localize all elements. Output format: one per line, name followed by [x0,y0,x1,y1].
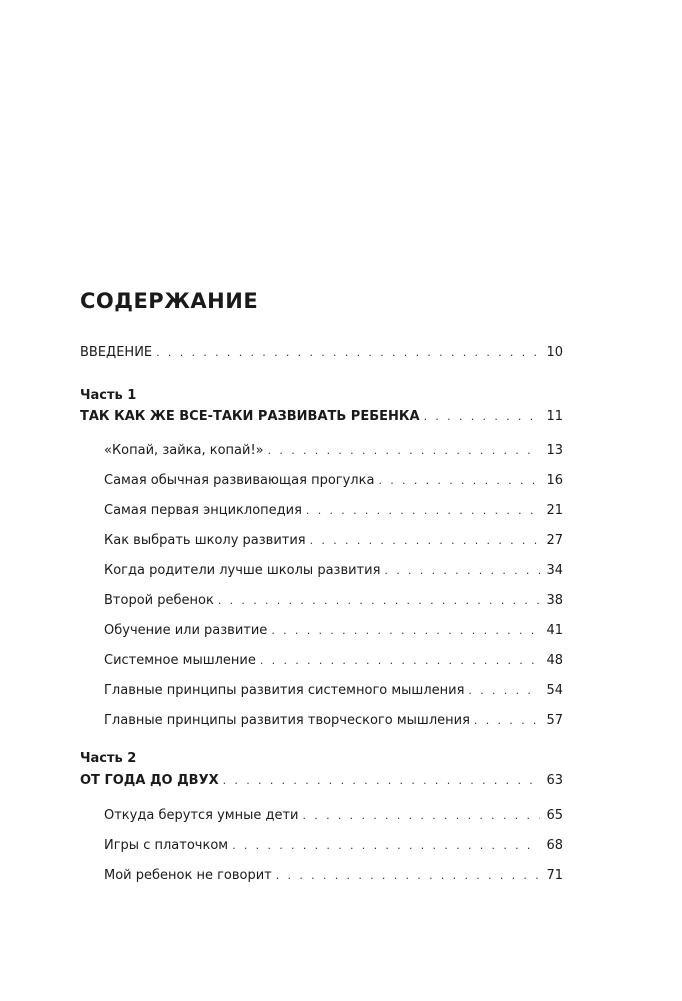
toc-entry-part-2[interactable] [80,771,563,791]
dot-leader [276,866,541,886]
toc-entry-title: Самая обычная развивающая прогулка [104,473,375,488]
dot-leader [310,531,541,551]
toc-entry[interactable] [104,471,563,491]
dot-leader [218,591,541,611]
toc-entry-page: 68 [546,838,563,853]
toc-entry-page: 57 [546,713,563,728]
dot-leader [384,561,540,581]
toc-entry[interactable] [104,591,563,611]
dot-leader [378,471,540,491]
toc-entry-page: 38 [546,593,563,608]
dot-leader [232,836,540,856]
toc-entry[interactable] [104,711,563,731]
toc-entry-page: 63 [546,773,563,788]
toc-entry-title: Главные принципы развития творческого мышления [104,713,470,728]
toc-entry-title: Мой ребенок не говорит [104,868,272,883]
toc-entry-page: 65 [546,808,563,823]
dot-leader [306,501,541,521]
toc-entry[interactable] [104,621,563,641]
toc-entry-intro[interactable] [80,343,563,363]
toc-entry-page: 71 [546,868,563,883]
toc-entry[interactable] [104,501,563,521]
toc-entry-title: Системное мышление [104,653,256,668]
toc-entry[interactable] [104,531,563,551]
toc-entry-title: Второй ребенок [104,593,214,608]
page-title: СОДЕРЖАНИЕ [80,289,259,313]
toc-entry-title: ОТ ГОДА ДО ДВУХ [80,773,219,788]
toc-entry-title: Самая первая энциклопедия [104,503,302,518]
dot-leader [302,806,540,826]
toc-entry[interactable] [104,441,563,461]
toc-entry-page: 21 [546,503,563,518]
toc-entry-title: Обучение или развитие [104,623,268,638]
dot-leader [468,681,540,701]
part-label: Часть 1 [80,388,137,403]
toc-entry[interactable] [104,836,563,856]
dot-leader [223,771,541,791]
toc-entry[interactable] [104,561,563,581]
toc-entry-title: Откуда берутся умные дети [104,808,299,823]
toc-entry-page: 10 [546,345,563,360]
dot-leader [268,441,541,461]
toc-entry-title: ВВЕДЕНИЕ [80,345,153,360]
toc-entry-title: Как выбрать школу развития [104,533,306,548]
toc-entry-title: Когда родители лучше школы развития [104,563,381,578]
toc-entry-page: 34 [546,563,563,578]
toc-entry-page: 48 [546,653,563,668]
toc-entry-page: 27 [546,533,563,548]
toc-entry[interactable] [104,651,563,671]
toc-entry-title: ТАК КАК ЖЕ ВСЕ-ТАКИ РАЗВИВАТЬ РЕБЕНКА [80,409,420,424]
toc-entry[interactable] [104,681,563,701]
toc-entry-part-1[interactable] [80,407,563,427]
dot-leader [424,407,541,427]
part-label: Часть 2 [80,751,137,766]
toc-entry-title: Игры с платочком [104,838,229,853]
dot-leader [156,343,540,363]
toc-entry-page: 13 [546,443,563,458]
toc-entry-page: 41 [546,623,563,638]
toc-entry[interactable] [104,806,563,826]
toc-entry-page: 16 [546,473,563,488]
toc-entry-page: 54 [546,683,563,698]
toc-entry[interactable] [104,866,563,886]
toc-entry-page: 11 [546,409,563,424]
dot-leader [260,651,541,671]
dot-leader [271,621,540,641]
toc-entry-title: Главные принципы развития системного мышления [104,683,465,698]
toc-entry-title: «Копай, зайка, копай!» [104,443,264,458]
dot-leader [474,711,541,731]
